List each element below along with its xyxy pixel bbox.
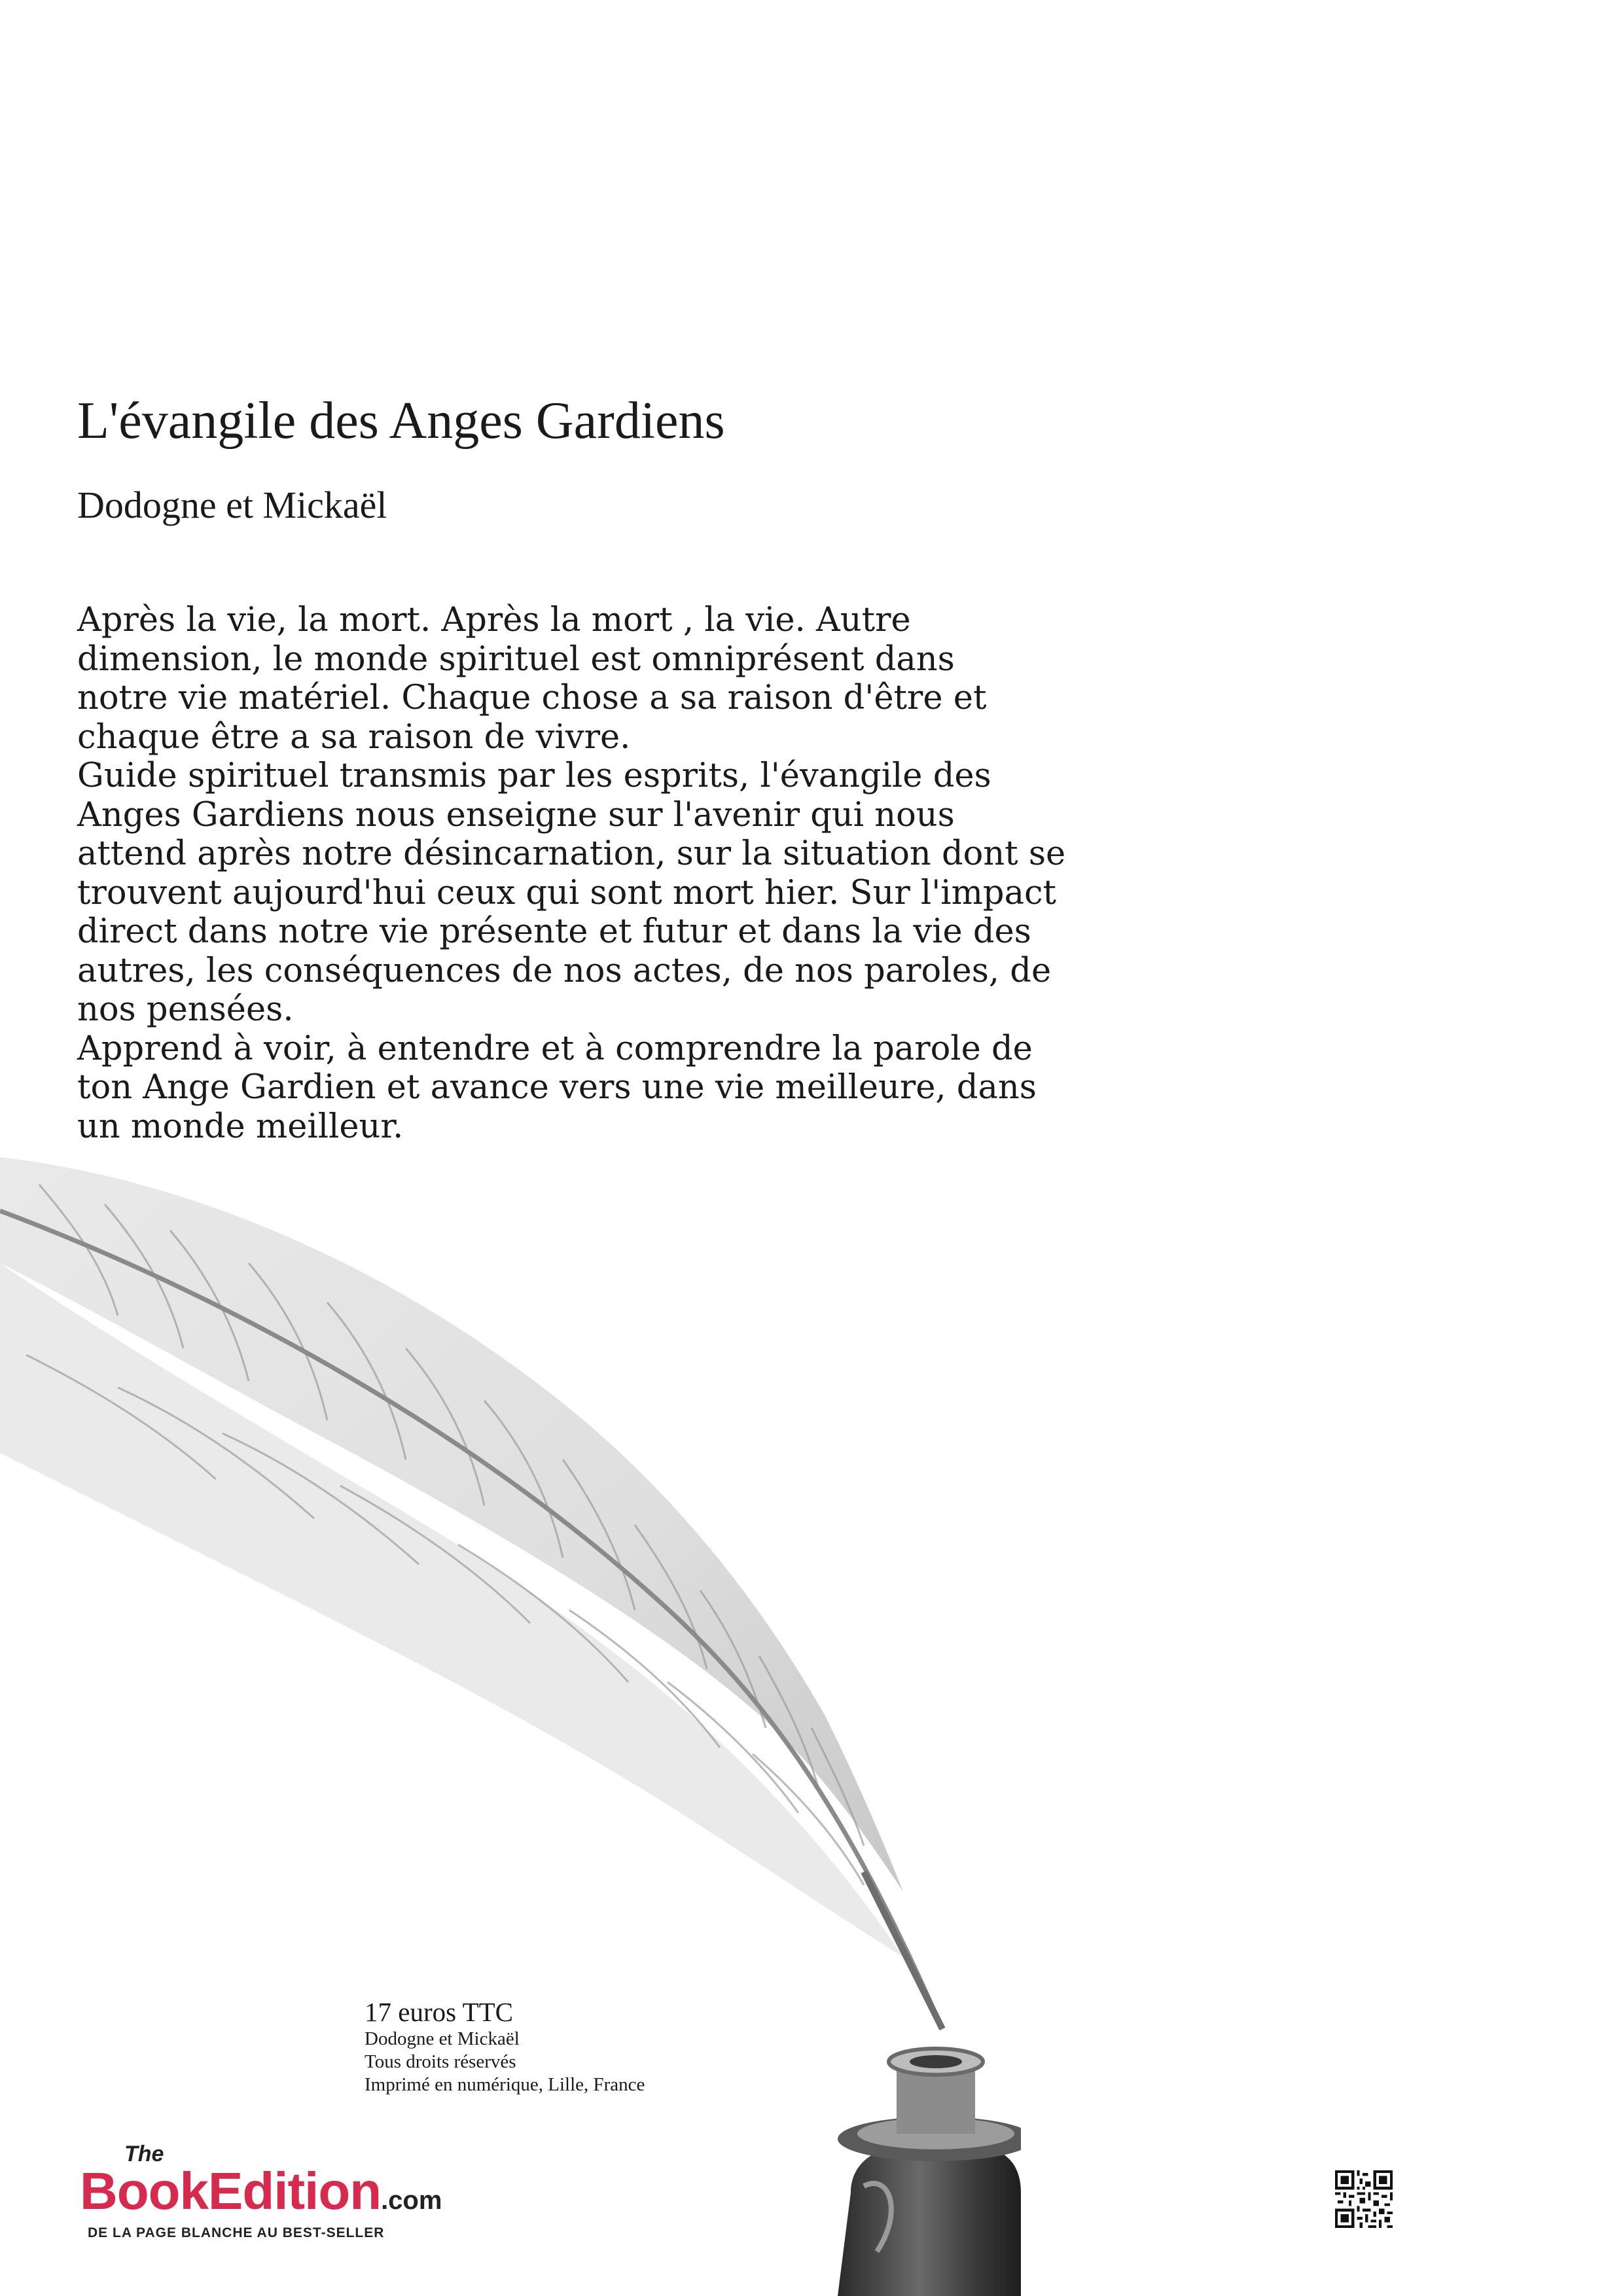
publisher-tagline: DE LA PAGE BLANCHE AU BEST-SELLER <box>88 2225 385 2240</box>
summary-line: chaque être a sa raison de vivre. <box>77 717 631 757</box>
summary-line: trouvent aujourd'hui ceux qui sont mort hier. Sur l'impact <box>77 873 1057 912</box>
summary-line: Après la vie, la mort. Après la mort , la vie. Autre <box>77 601 911 639</box>
imprint-block <box>365 1996 645 2096</box>
book-title: L'évangile des Anges Gardiens <box>77 392 725 450</box>
inkwell-icon <box>838 2049 1021 2296</box>
publisher-name: BookEdition <box>80 2162 382 2220</box>
back-cover-summary <box>77 601 1321 1146</box>
book-price: 17 euros TTC <box>365 1997 514 2027</box>
summary-line: Apprend à voir, à entendre et à comprendre la parole de <box>77 1029 1033 1068</box>
publisher-logo <box>80 2144 486 2255</box>
imprint-rights: Tous droits réservés <box>365 2051 516 2072</box>
summary-line: Anges Gardiens nous enseigne sur l'avenir qui nous <box>77 795 955 834</box>
qr-code-icon <box>1335 2170 1393 2228</box>
publisher-logo-wordmark <box>80 2161 442 2221</box>
summary-line: ton Ange Gardien et avance vers une vie meilleure, dans <box>77 1068 1037 1107</box>
summary-line: direct dans notre vie présente et futur et dans la vie des <box>77 912 1031 951</box>
publisher-domain: .com <box>381 2186 442 2215</box>
summary-line: un monde meilleur. <box>77 1107 404 1146</box>
summary-line: autres, les conséquences de nos actes, de nos paroles, de <box>77 951 1052 990</box>
summary-line: Guide spirituel transmis par les esprits, l'évangile des <box>77 757 991 795</box>
summary-line: nos pensées. <box>77 990 294 1029</box>
book-author: Dodogne et Mickaël <box>77 484 387 526</box>
publisher-logo-the: The <box>124 2142 164 2166</box>
summary-line: dimension, le monde spirituel est omniprésent dans <box>77 639 955 679</box>
summary-line: notre vie matériel. Chaque chose a sa raison d'être et <box>77 679 987 717</box>
imprint-printed: Imprimé en numérique, Lille, France <box>365 2074 645 2095</box>
imprint-author: Dodogne et Mickaël <box>365 2028 520 2049</box>
summary-line: attend après notre désincarnation, sur la situation dont se <box>77 834 1066 873</box>
feather-quill-illustration <box>0 1139 1021 2296</box>
